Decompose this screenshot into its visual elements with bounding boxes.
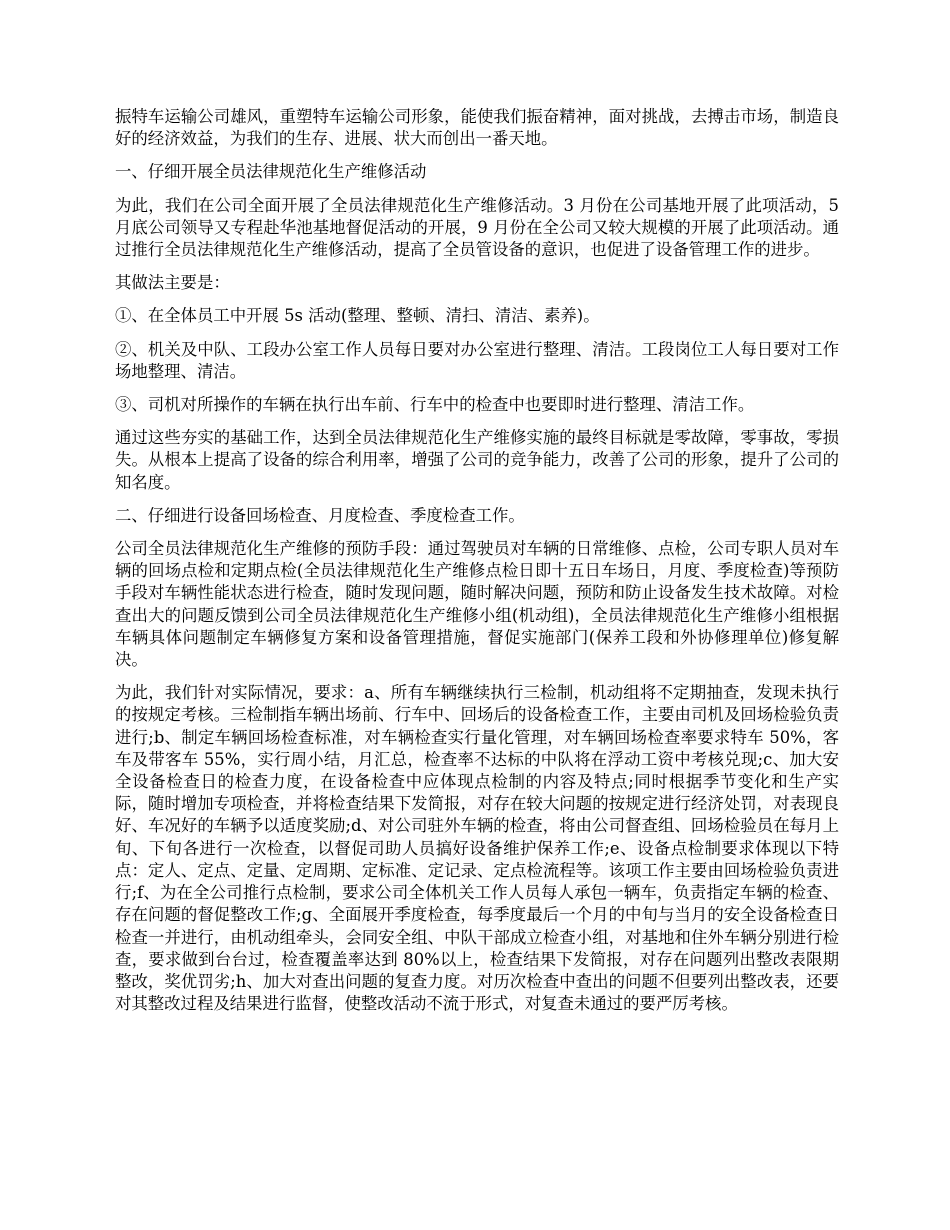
section-heading-1: 一、仔细开展全员法律规范化生产维修活动: [115, 162, 427, 182]
list-item-1: ①、在全体员工中开展 5s 活动(整理、整顿、清扫、清洁、素养)。: [115, 306, 600, 326]
paragraph-requirements: 为此，我们针对实际情况，要求：a、所有车辆继续执行三检制，机动组将不定期抽查，发现未执行的按规定考核。三检制指车辆出场前、行车中、回场后的设备检查工作，主要由司机及回场检验负责进行;b、制定车辆回场检查标准，对车辆检查实行量化管理，对车辆回场检查率要求特车 50%，客车及带客车 55%，实行周小结，月汇总，检查率不达标的中队将在浮动工资中考核兑现;c、加大安全设备检查日的检查力度，在设备检查中应体现点检制的内容及特点;同时根据季节变化和生产实际，随时增加专项检查，并将检查结果下发简报，对存在较大问题的按规定进行经济处罚，对表现良好、车况好的车辆予以适度奖励;d、对公司驻外车辆的检查，将由公司督查组、回场检验员在每月上旬、下旬各进行一次检查，以督促司助人员搞好设备维护保养工作;e、设备点检制要求体现以下特点：定人、定点、定量、定周期、定标准、定记录、定点检流程等。该项工作主要由回场检验负责进行;f、为在全公司推行点检制，要求公司全体机关工作人员每人承包一辆车，负责指定车辆的检查、存在问题的督促整改工作;g、全面展开季度检查，每季度最后一个月的中旬与当月的安全设备检查日检查一并进行，由机动组牵头，会同安全组、中队干部成立检查小组，对基地和住外车辆分别进行检查，要求做到台台过，检查覆盖率达到 80%以上，检查结果下发简报，对存在问题列出整改表限期整改，奖优罚劣;h、加大对查出问题的复查力度。对历次检查中查出的问题不但要列出整改表，还要对其整改过程及结果进行监督，使整改活动不流于形式，对复查未通过的要严厉考核。: [115, 683, 839, 1014]
list-item-2: ②、机关及中队、工段办公室工作人员每日要对办公室进行整理、清洁。工段岗位工人每日要对工作场地整理、清洁。: [115, 339, 839, 381]
paragraph-prevention: 公司全员法律规范化生产维修的预防手段：通过驾驶员对车辆的日常维修、点检，公司专职人员对车辆的回场点检和定期点检(全员法律规范化生产维修点检日即十五日车场日，月度、季度检查)等预防手段对车辆性能状态进行检查，随时发现问题，随时解决问题，预防和防止设备发生技术故障。对检查出大的问题反馈到公司全员法律规范化生产维修小组(机动组)，全员法律规范化生产维修小组根据车辆具体问题制定车辆修复方案和设备管理措施，督促实施部门(保养工段和外协修理单位)修复解决。: [115, 539, 839, 670]
paragraph-method-lead: 其做法主要是：: [115, 273, 230, 293]
paragraph-section-1-overview: 为此，我们在公司全面开展了全员法律规范化生产维修活动。3 月份在公司基地开展了此项活动，5 月底公司领导又专程赴华池基地督促活动的开展，9 月份在全公司又较大规模的开展了此项活动。通过推行全员法律规范化生产维修活动，提高了全员管设备的意识，也促进了设备管理工作的进步。: [115, 195, 839, 260]
document-page: [115, 106, 839, 1026]
paragraph-intro: 振特车运输公司雄风，重塑特车运输公司形象，能使我们振奋精神，面对挑战，去搏击市场，制造良好的经济效益，为我们的生存、进展、状大而创出一番天地。: [115, 107, 839, 149]
section-heading-2: 二、仔细进行设备回场检查、月度检查、季度检查工作。: [115, 505, 525, 525]
paragraph-section-1-result: 通过这些夯实的基础工作，达到全员法律规范化生产维修实施的最终目标就是零故障，零事故，零损失。从根本上提高了设备的综合利用率，增强了公司的竞争能力，改善了公司的形象，提升了公司的知名度。: [115, 428, 839, 492]
list-item-3: ③、司机对所操作的车辆在执行出车前、行车中的检查中也要即时进行整理、清洁工作。: [115, 395, 755, 415]
